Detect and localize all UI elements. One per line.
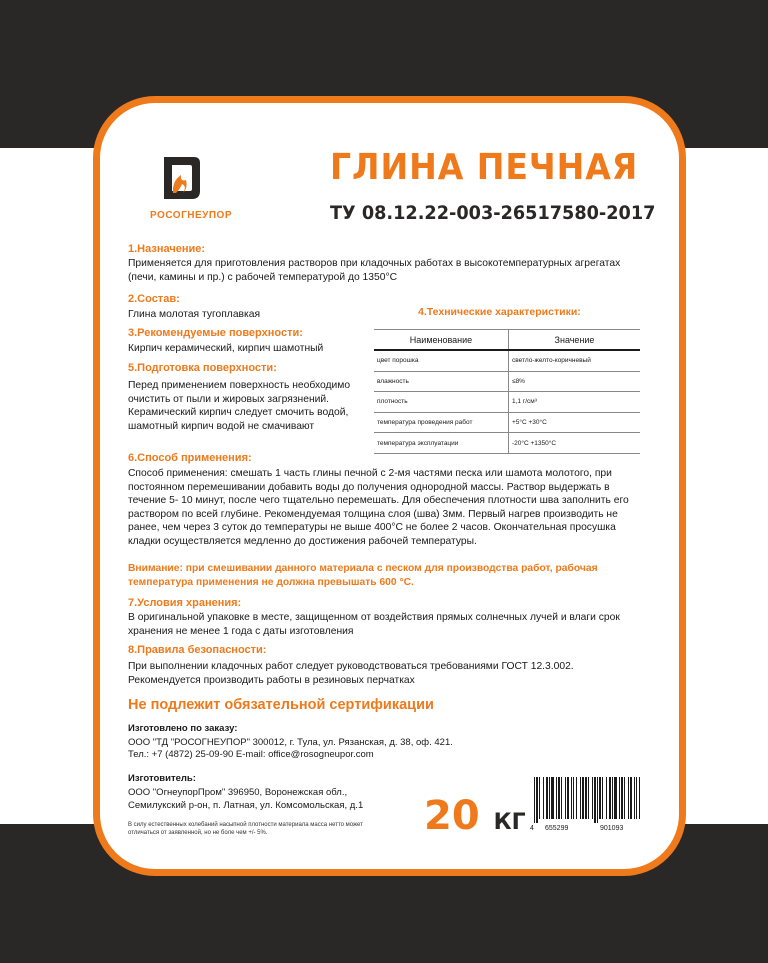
section-composition-text: Глина молотая тугоплавкая [128,309,261,320]
ordered-by-heading: Изготовлено по заказу: [128,723,238,734]
barcode-bar [619,777,620,819]
barcode-bar [565,777,566,819]
weight-unit: КГ [493,810,526,835]
tech-cell-name: влажность [374,371,509,392]
tech-cell-value: 1,1 г/см³ [509,392,641,413]
tech-col-name: Наименование [374,330,509,351]
manufacturer-heading: Изготовитель: [128,773,196,784]
section-purpose-heading: 1.Назначение: [128,243,206,255]
barcode-bar [585,777,587,819]
barcode-bar [536,777,538,823]
tech-cell-name: цвет порошка [374,350,509,371]
section-storage-text: В оригинальной упаковке в месте, защищенном от воздействия прямых солнечных лучей и влаги срок хранения не менее 1 года с даты изготовления [128,612,620,637]
barcode-bar [606,777,607,819]
tech-cell-value: ≤8% [509,371,641,392]
barcode-bar [621,777,623,819]
barcode-group-right: 901093 [600,825,624,832]
barcode-group-left: 655299 [545,825,569,832]
barcode-bar [561,777,562,819]
barcode-digit-first: 4 [530,825,534,832]
section-safety-heading: 8.Правила безопасности: [128,644,267,656]
section-surfaces-text: Кирпич керамический, кирпич шамотный [128,343,324,354]
section-preparation-heading: 5.Подготовка поверхности: [128,362,277,374]
barcode-bar [573,777,574,819]
barcode-bar [576,777,577,819]
barcode-bar [639,777,640,819]
tech-cell-value: -20°С +1350°С [509,433,641,454]
product-title: ГЛИНА ПЕЧНАЯ [330,147,639,188]
net-weight-note: В силу естественных колебаний насыпной плотности материала масса нетто может отличаться от заявленной, но не боле чем +/- 5%. [128,822,363,836]
barcode-bar [549,777,550,819]
section-usage-heading: 6.Способ применения: [128,452,252,464]
weight-number: 20 [424,793,480,839]
certification-note: Не подлежит обязательной сертификации [128,697,434,713]
barcode-bar [628,777,629,819]
barcode-bar [588,777,589,819]
barcode-bar [630,777,632,819]
table-row [374,412,640,433]
tu-code: ТУ 08.12.22-003-26517580-2017 [330,202,656,224]
barcode-bar [597,777,598,823]
manufacturer-line1: ООО "ОгнеупорПром" 396950, Воронежская обл., [128,787,348,798]
barcode [530,777,644,823]
barcode-bar [558,777,560,819]
barcode-bar [624,777,625,819]
barcode-bar [636,777,637,819]
table-row [374,433,640,454]
product-label [93,96,686,876]
manufacturer-line2: Семилукский р-он, п. Латная, ул. Комсомольская, д.1 [128,800,364,811]
ordered-by-contacts: Тел.: +7 (4872) 25-09-90 E-mail: office@rosogneupor.com [128,749,374,760]
tech-table-header [374,330,640,351]
barcode-bar [634,777,635,819]
section-composition-heading: 2.Состав: [128,293,180,305]
tech-table [374,329,640,454]
barcode-bar [614,777,617,819]
net-weight [424,793,526,839]
barcode-bar [543,777,544,819]
barcode-bar [556,777,557,819]
barcode-bar [592,777,593,819]
tech-cell-value: +5°С +30°С [509,412,641,433]
barcode-bar [567,777,569,819]
barcode-bar [609,777,611,819]
section-storage-heading: 7.Условия хранения: [128,597,242,609]
barcode-bar [539,777,540,819]
tech-cell-value: светло-желто-коричневый [509,350,641,371]
section-surfaces-heading: 3.Рекомендуемые поверхности: [128,327,303,339]
tech-cell-name: температура проведения работ [374,412,509,433]
barcode-bar [571,777,572,819]
barcode-bar [599,777,601,819]
barcode-bar [612,777,613,819]
brand-logo [150,155,232,221]
ordered-by-address: ООО "ТД "РОСОГНЕУПОР" 300012, г. Тула, ул. Рязанская, д. 38, оф. 421. [128,737,453,748]
barcode-bar [534,777,535,823]
table-row [374,392,640,413]
section-usage-warning: Внимание: при смешивании данного материала с песком для производства работ, рабочая температура применения не должна превышать 600 °С. [128,563,598,588]
section-usage-text: Способ применения: смешать 1 часть глины печной с 2-мя частями песка или шамота молотого, при постоянном перемешивании добавить воды до получения однородной массы. Раствор выдержать в течение 5- 10 минут, после чего тщательно перемешать. Для обеспечения плотности шва заполнить его раствором по всей глубине. Рекомендуемая толщина слоя (шва) 3мм. Первый нагрев производить не ранее, чем через 3 суток до температуры не выше 400°С не более 2 часов. Окончательная просушка кладки осуществляется медленно до достижения рабочей температуры. [128,468,629,547]
barcode-bar [582,777,584,819]
section-tech-heading: 4.Технические характеристики: [418,306,581,318]
barcode-bar [551,777,554,819]
section-safety-text: При выполнении кладочных работ следует руководствоваться требованиями ГОСТ 12.3.002. Рекомендуется производить работы в резиновых перчатках [128,661,574,686]
section-purpose-text: Применяется для приготовления растворов при кладочных работах в высокотемпературных агрегатах (печи, камины и пр.) с рабочей температурой до 1350°С [128,258,621,283]
table-row [374,371,640,392]
barcode-bar [546,777,548,819]
flame-shield-icon [156,155,202,201]
table-row [374,350,640,371]
tech-cell-name: температура эксплуатации [374,433,509,454]
tech-cell-name: плотность [374,392,509,413]
barcode-bar [594,777,596,823]
brand-name: РОСОГНЕУПОР [150,210,232,221]
barcode-bar [580,777,581,819]
section-preparation-text: Перед применением поверхность необходимо очистить от пыли и жировых загрязнений. Керамический кирпич следует смочить водой, шамотный кирпич водой не смачивают [128,380,351,432]
barcode-bar [602,777,603,819]
tech-col-value: Значение [509,330,641,351]
